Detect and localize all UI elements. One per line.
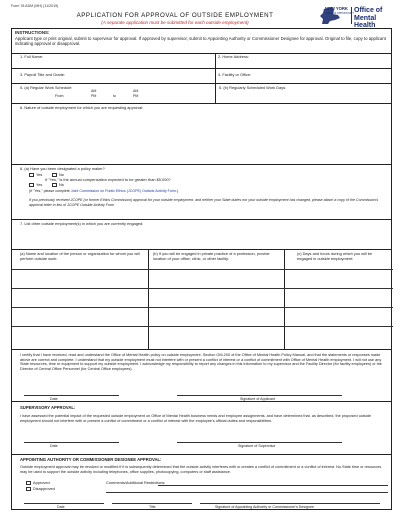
- approved-checkbox[interactable]: [26, 481, 31, 485]
- supervisor-text: I have assessed the potential impact of the requested outside employment on Office of Mental Health business needs and employee assignments, and have determined that, as described, the proposed outside employment should not interfere with or present a conflict of commitment or a conflict of interest with the employee's official duties and responsibilities.: [20, 414, 371, 423]
- logo-office-text: Office of Mental Health: [354, 7, 383, 30]
- certification-section: [12, 349, 391, 401]
- appointing-date-label: Date: [57, 505, 65, 509]
- jcope-instruction: (If "Yes," please complete Joint Commission on Public Ethics (JCOPE) Outside Activity Form.): [29, 189, 179, 193]
- supervisor-signature-field[interactable]: [177, 433, 342, 442]
- pm-from: PM: [91, 94, 97, 98]
- comments-label: Comments/Additional Restrictions:: [106, 480, 166, 485]
- applicant-date-label: Date: [50, 397, 58, 401]
- appointing-heading: APPOINTING AUTHORITY OR COMMISSIONER DESIGNEE APPROVAL:: [20, 457, 162, 462]
- policy-no-option[interactable]: No: [52, 173, 64, 178]
- logo-state-text: NEW YORK STATE OF OPPORTUNITY: [325, 6, 355, 15]
- policy-yes-option[interactable]: Yes: [29, 173, 42, 178]
- home-address-label: 2. Home Address:: [218, 54, 249, 59]
- jcope-note: If you previously received JCOPE (or former Ethics Commission) approval for your outside employment, and neither your State duties nor your outside employment has changed, please attach a copy of the Commission's approval letter in lieu of JCOPE Outside Activity Form: [29, 198, 379, 207]
- policy-yes-checkbox[interactable]: [29, 173, 34, 177]
- jcope-form-link[interactable]: Joint Commission on Public Ethics (JCOPE) Outside Activity Form: [70, 189, 177, 193]
- to-label: to: [113, 94, 116, 98]
- applicant-signature-label: Signature of Applicant: [240, 397, 275, 401]
- full-name-field[interactable]: [15, 60, 211, 68]
- comp-no-checkbox[interactable]: [52, 183, 57, 187]
- appointing-text: Outside employment approval may be revoked or modified if it is subsequently determined that the outside activity interferes with or creates a conflict of commitment or a conflict of interest. No State time or resources may be used to support the outside activity including telephones, office supplies, photocopying, computers or staff assistance.: [20, 465, 382, 474]
- application-form: [11, 28, 392, 510]
- pm-to: PM: [133, 94, 139, 98]
- work-days-field[interactable]: [218, 92, 390, 102]
- row-other-employment: [12, 219, 391, 249]
- certification-text: I certify that I have received, read and understand the Office of Mental Health policy on outside employment. Section OM-200 of the Office of Mental Health Policy Manual, and that the statements or responses made above are correct and complete. I understand that my outside employment must not interfere with or present a conflict of interest or a conflict of commitment with Office of Mental Health employment. I will not use any State resources, time or equipment to support my outside employment. I acknowledge my responsibility to report any changes in this information to my supervisor and the Facility Director (for facility employees) or the Director of Central Office Personnel (for Central Office employees).: [20, 353, 382, 371]
- col-a-header: (a) Name and location of the person or organization for whom you will perform outside work:: [20, 251, 140, 261]
- am-from: AM: [91, 89, 97, 93]
- payroll-title-label: 3. Payroll Title and Grade:: [20, 72, 65, 77]
- am-to: AM: [133, 89, 139, 93]
- applicant-signature-field[interactable]: [177, 386, 342, 395]
- row-schedule: [12, 83, 391, 103]
- col-b-header: (b) If you will be engaged in private practice of a profession, provide location of your office, clinic, or other facility:: [153, 251, 270, 261]
- approved-option[interactable]: Approved: [26, 481, 50, 486]
- appointing-title-field[interactable]: [112, 495, 192, 503]
- work-days-label: 5. (b) Regularly Scheduled Work Days:: [219, 85, 287, 90]
- supervisor-signature-label: Signature of Supervisor: [238, 444, 276, 448]
- facility-label: 4. Facility or Office:: [218, 72, 252, 77]
- comp-yes-option[interactable]: Yes: [29, 183, 42, 188]
- row-name-address: [12, 53, 391, 68]
- supervisor-section: [12, 401, 391, 454]
- other-employment-field[interactable]: [15, 228, 389, 248]
- from-label: From:: [55, 94, 65, 98]
- appointing-signature-field[interactable]: [200, 495, 380, 503]
- appointing-section: [12, 454, 391, 511]
- employment-details-table: [12, 249, 391, 349]
- form-title: APPLICATION FOR APPROVAL OF OUTSIDE EMPLOYMENT: [76, 12, 274, 19]
- instructions-heading: INSTRUCTIONS:: [15, 30, 50, 35]
- col-c-header: (c) Days and hours during which you will be engaged in outside employment:: [297, 251, 373, 261]
- nature-label: 6. Nature of outside employment for which you are requesting approval:: [20, 105, 144, 110]
- supervisor-date-label: Date: [50, 444, 58, 448]
- nature-field[interactable]: [15, 112, 389, 162]
- row-nature: [12, 103, 391, 164]
- form-number: Form 78 ADM (MH) (11/2019): [11, 4, 59, 8]
- policy-maker-question: 6. (a) Have you been designated a policy maker?: [20, 166, 105, 171]
- disapproved-option[interactable]: Disapproved: [26, 487, 55, 492]
- row-title-facility: [12, 68, 391, 83]
- compensation-question: If "Yes," is the annual compensation expected to be greater than $5,000?: [45, 177, 171, 182]
- work-schedule-label: 5. (a) Regular Work Schedule:: [20, 85, 73, 90]
- appointing-signature-label: Signature of Appointing Authority or Commissioner's Designee: [215, 505, 314, 509]
- other-employment-label: 7. List other outside employment(s) in which you are currently engaged:: [20, 221, 144, 226]
- comments-field[interactable]: [106, 485, 388, 493]
- logo-divider: [351, 7, 352, 24]
- form-subtitle: (A separate application must be submitted for each outside employment): [101, 20, 249, 25]
- col-c-field[interactable]: [286, 270, 391, 348]
- col-a-field[interactable]: [14, 270, 146, 348]
- applicant-date-field[interactable]: [24, 386, 119, 395]
- col-b-field[interactable]: [150, 270, 282, 348]
- supervisor-date-field[interactable]: [24, 433, 119, 442]
- comp-no-option[interactable]: No: [52, 183, 64, 188]
- instructions-text: Applicant type or print original, submit to supervisor for approval. If approved by supervisor, submit to Appointing Authority or Commissioner Designee for approval. Original to file, copy to applicant indicating approval or disapproval.: [15, 36, 386, 46]
- comp-yes-checkbox[interactable]: [29, 183, 34, 187]
- omh-logo: [318, 5, 396, 30]
- home-address-field[interactable]: [218, 60, 390, 68]
- supervisor-heading: SUPERVISORY APPROVAL:: [20, 405, 76, 410]
- full-name-label: 1. Full Name:: [20, 54, 44, 59]
- appointing-date-field[interactable]: [24, 495, 104, 503]
- appointing-title-label: Title: [149, 505, 156, 509]
- row-policy-maker: [12, 164, 391, 219]
- disapproved-checkbox[interactable]: [26, 487, 31, 491]
